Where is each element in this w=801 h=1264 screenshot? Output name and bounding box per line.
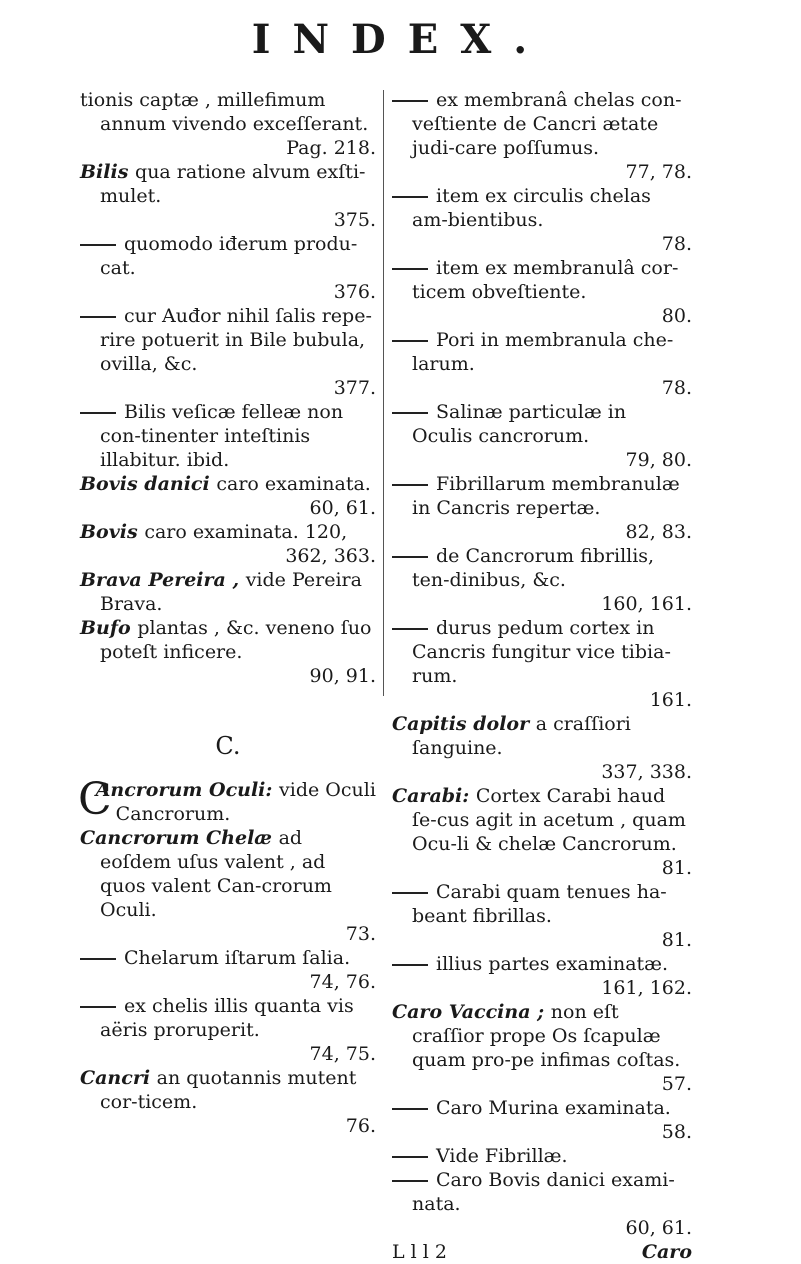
entry-keyword: Capitis dolor [392,713,536,735]
section-heading-c: C. [215,732,241,760]
entry-keyword: Bovis danici [80,473,217,495]
index-entry [80,472,376,496]
entry-keyword: Ancrorum Oculi: [95,779,280,801]
index-entry [392,256,692,304]
page-reference: 73. [345,923,376,945]
page-reference: 377. [333,377,376,399]
index-entry [392,1168,692,1216]
index-entry [80,946,376,970]
entry-text: cur Auđor nihil ſalis repe-rire potuerit in Bile bubula, ovilla, &c. [100,305,372,375]
index-entry [392,952,692,976]
page-reference: 81. [661,929,692,951]
entry-keyword: Bovis [80,521,145,543]
page-reference: 74, 76. [309,971,376,993]
index-entry [392,544,692,592]
page-reference: 160, 161. [601,593,692,615]
index-entry [80,88,376,136]
index-entry [392,784,692,856]
ditto-dash [80,244,116,246]
entry-text: Vide Fibrillæ. [436,1145,568,1167]
entry-text: Pori in membranula che-larum. [412,329,674,375]
page-reference: 161. [649,689,692,711]
page-reference: 78. [661,377,692,399]
index-entry [392,712,692,760]
index-entry [392,616,692,688]
page-header: INDEX. [251,16,550,63]
entry-text: tionis captæ , millefimum annum vivendo exceſſerant. [80,89,369,135]
index-entry [80,400,376,472]
page-reference: 82, 83. [625,521,692,543]
ditto-dash [392,1180,428,1182]
entry-text: Fibrillarum membranulæ in Cancris repertæ. [412,473,680,519]
page-reference: 362, 363. [285,545,376,567]
ditto-dash [392,1156,428,1158]
page-reference: 375. [333,209,376,231]
page-reference: 79, 80. [625,449,692,471]
ditto-dash [80,316,116,318]
entry-text: durus pedum cortex in Cancris fungitur vice tibia-rum. [412,617,671,687]
ditto-dash [392,1108,428,1110]
entry-keyword: Bufo [80,617,138,639]
ditto-dash [392,100,428,102]
page-reference: 57. [661,1073,692,1095]
page-reference: 90, 91. [309,665,376,687]
index-entry [78,774,376,826]
ditto-dash [392,196,428,198]
signature-mark: L l l 2 [392,1241,447,1263]
index-entry [392,1000,692,1072]
entry-text: Chelarum iſtarum ſalia. [124,947,351,969]
entry-text: ex membranâ chelas con-veſtiente de Cancri ætate judi-care poſſumus. [412,89,682,159]
page-reference: 60, 61. [625,1217,692,1239]
ditto-dash [392,964,428,966]
entry-text: ad eoſdem uſus valent , ad quos valent Can-crorum Oculi. [100,827,332,921]
page-reference: 337, 338. [601,761,692,783]
ditto-dash [392,340,428,342]
right-column [392,88,692,1264]
index-entry [80,994,376,1042]
initial-letter: C [78,774,112,825]
entry-keyword: Carabi: [392,785,476,807]
ditto-dash [392,556,428,558]
index-entry [392,400,692,448]
right-entry-list [392,88,692,1240]
index-entry [80,826,376,922]
entry-text: de Cancrorum fibrillis, ten-dinibus, &c. [412,545,655,591]
index-entry [392,328,692,376]
entry-text: qua ratione alvum exſti-mulet. [100,161,366,207]
page-footer [392,1240,692,1264]
index-entry [80,304,376,376]
ditto-dash [392,412,428,414]
index-entry [392,472,692,520]
index-entry [80,568,376,616]
entry-text: quomodo iđerum produ-cat. [100,233,358,279]
left-entry-list [80,88,376,688]
index-entry [392,1096,692,1120]
index-entry [80,1066,376,1114]
page-reference: 74, 75. [309,1043,376,1065]
entry-text: Caro Bovis danici exami-nata. [412,1169,675,1215]
entry-keyword: Brava Pereira , [80,569,246,591]
ditto-dash [80,1006,116,1008]
page-reference: 80. [661,305,692,327]
ditto-dash [80,412,116,414]
entry-text: item ex membranulâ cor-ticem obveſtiente. [412,257,679,303]
index-entry [80,616,376,664]
entry-text: Cortex Carabi haud ſe-cus agit in acetum , quam Ocu-li & chelæ Cancrorum. [412,785,686,855]
page-reference: Pag. 218. [286,137,376,159]
page-reference: 161, 162. [601,977,692,999]
entry-text: caro examinata. 120, [144,521,348,543]
index-entry [392,880,692,928]
page-reference: 81. [661,857,692,879]
index-entry [80,232,376,280]
ditto-dash [392,892,428,894]
index-entry [392,1144,692,1168]
entry-text: non eſt craſſior prope Os ſcapulæ quam pro-pe infimas coſtas. [412,1001,681,1071]
entry-text: Bilis veſicæ felleæ non con-tinenter inteſtinis illabitur. ibid. [100,401,344,471]
entry-text: caro examinata. [216,473,371,495]
entry-keyword: Bilis [80,161,136,183]
ditto-dash [392,628,428,630]
catchword: Caro [641,1241,692,1263]
entry-text: an quotannis mutent cor-ticem. [100,1067,357,1113]
ditto-dash [392,268,428,270]
entry-text: a craſſiori ſanguine. [412,713,631,759]
page-reference: 58. [661,1121,692,1143]
ditto-dash [80,958,116,960]
left-column [80,88,376,1138]
c-entry-list [78,774,376,1138]
entry-keyword: Cancrorum Chelæ [80,827,279,849]
entry-text: Salinæ particulæ in Oculis cancrorum. [412,401,627,447]
page-reference: 376. [333,281,376,303]
page-reference: 76. [345,1115,376,1137]
page-reference: 78. [661,233,692,255]
entry-text: illius partes examinatæ. [436,953,669,975]
column-divider [383,90,384,696]
entry-text: plantas , &c. veneno ſuo poteſt inficere. [100,617,372,663]
index-entry [80,520,376,544]
entry-text: Caro Murina examinata. [436,1097,671,1119]
entry-text: vide Oculi Cancrorum. [115,779,376,825]
entry-text: vide Pereira Brava. [100,569,362,615]
entry-text: item ex circulis chelas am-bientibus. [412,185,651,231]
entry-text: Carabi quam tenues ha-beant fibrillas. [412,881,667,927]
ditto-dash [392,484,428,486]
index-entry [392,88,692,160]
entry-keyword: Cancri [80,1067,157,1089]
entry-keyword: Caro Vaccina ; [392,1001,551,1023]
index-entry [80,160,376,208]
entry-text: ex chelis illis quanta vis aëris proruperit. [100,995,354,1041]
page-reference: 77, 78. [625,161,692,183]
page-reference: 60, 61. [309,497,376,519]
index-entry [392,184,692,232]
